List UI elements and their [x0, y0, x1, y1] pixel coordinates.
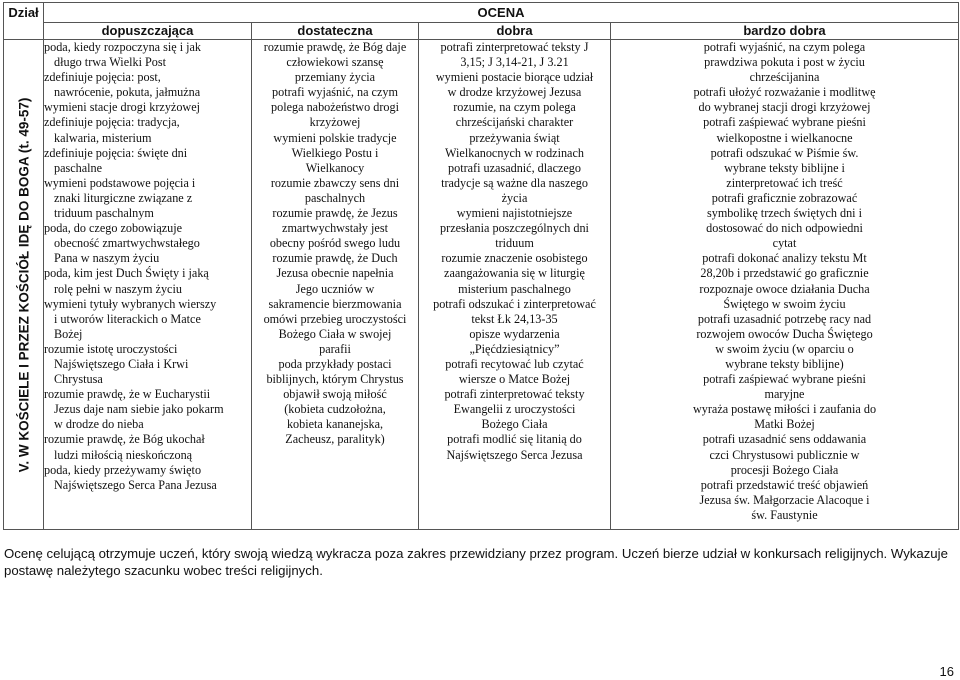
requirement-line: Bożej: [54, 326, 83, 341]
requirement-line: i utworów literackich o Matce: [54, 311, 201, 326]
requirement-line: chrześcijański charakter: [455, 115, 574, 130]
requirement-item: [613, 372, 956, 402]
section-title: V. W KOŚCIELE I PRZEZ KOŚCIÓŁ IDĘ DO BOGA (t. 49-57): [16, 97, 31, 472]
page-number: 16: [939, 664, 954, 679]
requirement-line: wiersze o Matce Bożej: [458, 372, 571, 387]
requirement-item: [613, 85, 956, 115]
requirement-item: [44, 176, 251, 221]
requirement-line: poda, kiedy rozpoczyna się i jak: [44, 40, 202, 54]
requirement-line: misterium paschalnego: [458, 281, 571, 296]
requirement-item: [613, 115, 956, 145]
requirement-line: wybrane teksty biblijne): [725, 356, 844, 371]
requirement-line: potrafi uzasadnić potrzebę racy nad: [697, 311, 872, 326]
requirement-line: zdefiniuje pojęcia: post,: [44, 70, 161, 85]
requirement-line: potrafi przedstawić treść objawień: [700, 477, 869, 492]
requirement-line: wymieni najistotniejsze: [456, 206, 573, 221]
section-cell: [4, 40, 44, 530]
requirement-item: [613, 40, 956, 85]
requirement-item: [613, 402, 956, 432]
requirement-item: [44, 146, 251, 176]
requirement-item: [613, 282, 956, 312]
requirement-line: potrafi wyjaśnić, na czym: [272, 85, 398, 100]
requirement-line: omówi przebieg uroczystości: [263, 311, 407, 326]
requirement-line: poda przykłady postaci: [278, 356, 392, 371]
requirement-line: Świętego w swoim życiu: [723, 296, 846, 311]
level-header-dobra: dobra: [419, 23, 611, 40]
requirement-item: [254, 251, 416, 311]
requirement-item: [421, 357, 608, 387]
requirement-item: [421, 432, 608, 462]
requirement-line: 28,20b i przedstawić go graficznie: [700, 266, 869, 281]
requirement-item: [44, 100, 251, 115]
requirement-line: do wybranej stacji drogi krzyżowej: [698, 100, 871, 115]
requirement-item: [421, 161, 608, 206]
requirement-item: [421, 100, 608, 160]
requirement-line: kalwaria, misterium: [54, 130, 152, 145]
requirement-item: [44, 342, 251, 387]
requirement-line: symbolikę trzech świętych dni i: [706, 206, 863, 221]
requirement-item: [421, 70, 608, 100]
requirement-line: krzyżowej: [309, 115, 361, 130]
requirement-line: cytat: [772, 236, 797, 251]
requirement-line: zdefiniuje pojęcia: święte dni: [44, 145, 188, 160]
requirement-line: Pana w naszym życiu: [54, 251, 160, 266]
requirement-line: maryjne: [764, 387, 805, 402]
requirement-line: rozumie zbawczy sens dni: [270, 175, 400, 190]
requirement-line: tradycje są ważne dla naszego: [441, 175, 588, 190]
requirement-line: paschalne: [54, 160, 103, 175]
requirement-line: triduum paschalnym: [54, 206, 154, 221]
requirement-line: zinterpretować ich treść: [726, 175, 843, 190]
requirement-line: obecny pośród swego ludu: [269, 236, 401, 251]
requirement-line: paschalnych: [304, 190, 366, 205]
requirement-line: życia: [501, 190, 528, 205]
requirement-line: w swoim życiu (w oparciu o: [715, 341, 854, 356]
requirement-line: potrafi odszukać w Piśmie św.: [710, 145, 859, 160]
requirement-line: Najświętszego Ciała i Krwi: [54, 356, 189, 371]
requirement-line: rozumie, na czym polega: [453, 100, 576, 115]
requirement-line: Wielkanocnych w rodzinach: [445, 145, 584, 160]
requirement-line: nawrócenie, pokuta, jałmużna: [54, 85, 201, 100]
requirement-line: Najświętszego Serca Pana Jezusa: [54, 477, 217, 492]
requirement-line: potrafi uzasadnić sens oddawania: [702, 432, 867, 447]
requirements-table: [3, 2, 959, 530]
requirement-line: zdefiniuje pojęcia: tradycja,: [44, 115, 180, 130]
requirement-line: potrafi ułożyć rozważanie i modlitwę: [693, 85, 876, 100]
requirement-item: [44, 463, 251, 493]
requirement-line: wymieni podstawowe pojęcia i: [44, 175, 196, 190]
requirement-line: w drodze krzyżowej Jezusa: [447, 85, 582, 100]
requirement-line: wyraża postawę miłości i zaufania do: [692, 402, 877, 417]
requirement-line: długo trwa Wielki Post: [54, 55, 167, 70]
requirement-line: Jezusa św. Małgorzacie Alacoque i: [699, 492, 870, 507]
requirement-item: [44, 297, 251, 342]
requirement-line: wymieni postacie biorące udział: [435, 70, 594, 85]
requirement-line: potrafi zinterpretować teksty: [444, 387, 585, 402]
requirement-line: rozumie istotę uroczystości: [44, 341, 178, 356]
requirement-line: rozpoznaje owoce działania Ducha: [699, 281, 870, 296]
requirement-line: rozumie prawdę, że Bóg daje: [263, 40, 407, 54]
requirement-line: dostosować do nich odpowiedni: [706, 221, 863, 236]
footer-note: Ocenę celującą otrzymuje uczeń, który swoją wiedzą wykracza poza zakres przewidziany przez program. Uczeń bierze udział w konkursach religijnych. Wykazuje postawę należytego szacunku wobec treści religijnych.: [4, 546, 948, 578]
requirement-line: rozumie prawdę, że Duch: [272, 251, 398, 266]
requirement-line: procesji Bożego Ciała: [730, 462, 839, 477]
requirement-line: przeżywania świąt: [469, 130, 560, 145]
requirement-line: Najświętszego Serca Jezusa: [446, 447, 583, 462]
requirement-item: [44, 70, 251, 100]
requirement-item: [421, 387, 608, 432]
requirement-line: potrafi zinterpretować teksty J: [440, 40, 589, 54]
column-dopuszczajaca: [44, 40, 252, 530]
requirement-line: obecność zmartwychwstałego: [54, 236, 200, 251]
requirement-line: zaangażowania się w liturgię: [444, 266, 585, 281]
level-header-bardzo-dobra: bardzo dobra: [611, 23, 959, 40]
requirement-line: wybrane teksty biblijne i: [724, 160, 845, 175]
requirement-item: [421, 251, 608, 296]
requirement-line: polega nabożeństwo drogi: [271, 100, 399, 115]
requirement-line: wielkopostne i wielkanocne: [716, 130, 853, 145]
requirement-item: [254, 85, 416, 130]
requirement-line: Wielkanocy: [305, 160, 365, 175]
requirement-item: [254, 131, 416, 176]
requirement-line: Jezusa obecnie napełnia: [276, 266, 394, 281]
requirement-line: Chrystusa: [54, 372, 103, 387]
requirement-line: Bożego Ciała: [481, 417, 548, 432]
requirement-line: czci Chrystusowi publicznie w: [709, 447, 860, 462]
requirement-line: chrześcijanina: [749, 70, 820, 85]
requirement-line: wymieni stacje drogi krzyżowej: [44, 100, 201, 115]
requirement-line: rozumie znaczenie osobistego: [441, 251, 588, 266]
column-dostateczna: [252, 40, 419, 530]
requirement-line: (kobieta cudzołożna,: [284, 402, 386, 417]
requirement-line: poda, kiedy przeżywamy święto: [44, 462, 202, 477]
requirement-line: poda, kim jest Duch Święty i jaką: [44, 266, 209, 281]
requirement-line: 3,15; J 3,14-21, J 3.21: [460, 55, 569, 70]
dzial-header: Dział: [4, 3, 44, 40]
requirement-line: kobieta kananejska,: [286, 417, 384, 432]
requirement-line: rozumie prawdę, że Jezus: [272, 206, 398, 221]
ocena-header: OCENA: [44, 3, 959, 23]
requirement-item: [44, 432, 251, 462]
requirement-line: potrafi odszukać i zinterpretować: [433, 296, 596, 311]
requirement-line: Jezus daje nam siebie jako pokarm: [54, 402, 224, 417]
requirement-item: [613, 191, 956, 251]
requirement-line: triduum: [495, 236, 534, 251]
requirement-item: [44, 266, 251, 296]
requirement-line: Wielkiego Postu i: [291, 145, 379, 160]
requirement-line: rolę pełni w naszym życiu: [54, 281, 182, 296]
requirement-item: [613, 146, 956, 191]
requirement-line: wymieni polskie tradycje: [273, 130, 397, 145]
requirement-line: opisze wydarzenia: [469, 326, 560, 341]
requirement-line: potrafi modlić się litanią do: [447, 432, 582, 447]
requirement-line: biblijnych, którym Chrystus: [266, 372, 404, 387]
requirement-item: [44, 387, 251, 432]
column-bardzo-dobra: [611, 40, 959, 530]
requirement-item: [254, 357, 416, 448]
requirement-line: Jego uczniów w: [295, 281, 375, 296]
requirement-line: potrafi dokonać analizy tekstu Mt: [702, 251, 867, 266]
requirement-line: rozwojem owoców Ducha Świętego: [696, 326, 873, 341]
requirement-item: [613, 432, 956, 477]
requirement-line: potrafi zaśpiewać wybrane pieśni: [703, 372, 866, 387]
requirement-line: objawił swoją miłość: [283, 387, 387, 402]
requirement-line: św. Faustynie: [751, 507, 818, 522]
requirement-item: [254, 206, 416, 251]
requirement-line: przemiany życia: [294, 70, 376, 85]
requirement-item: [613, 251, 956, 281]
requirement-line: wymieni tytuły wybranych wierszy: [44, 296, 217, 311]
requirement-item: [613, 312, 956, 372]
requirement-item: [254, 176, 416, 206]
requirement-item: [254, 312, 416, 357]
requirement-line: rozumie prawdę, że w Eucharystii: [44, 387, 211, 402]
column-dobra: [419, 40, 611, 530]
requirement-line: potrafi graficznie zobrazować: [711, 190, 858, 205]
requirement-line: Ewangelii z uroczystości: [453, 402, 576, 417]
requirement-line: parafii: [319, 341, 351, 356]
requirement-line: przesłania poszczególnych dni: [440, 221, 589, 236]
requirement-line: zmartwychwstały jest: [282, 221, 388, 236]
requirement-line: prawdziwa pokuta i post w życiu: [704, 55, 865, 70]
requirement-item: [421, 327, 608, 357]
requirement-line: człowiekowi szansę: [286, 55, 384, 70]
requirement-line: znaki liturgiczne związane z: [54, 190, 193, 205]
requirement-item: [421, 297, 608, 327]
requirement-item: [421, 40, 608, 70]
requirement-line: potrafi wyjaśnić, na czym polega: [703, 40, 866, 54]
requirement-line: potrafi zaśpiewać wybrane pieśni: [703, 115, 866, 130]
requirement-item: [613, 478, 956, 523]
requirement-line: poda, do czego zobowiązuje: [44, 221, 183, 236]
requirement-line: ludzi miłością nieskończoną: [54, 447, 193, 462]
requirement-line: potrafi recytować lub czytać: [445, 356, 584, 371]
requirement-item: [421, 206, 608, 251]
requirement-line: Zacheusz, paralityk): [285, 432, 385, 447]
level-header-dostateczna: dostateczna: [252, 23, 419, 40]
requirement-item: [44, 221, 251, 266]
requirement-line: Bożego Ciała w swojej: [278, 326, 392, 341]
requirement-line: w drodze do nieba: [54, 417, 144, 432]
requirement-line: sakramencie bierzmowania: [268, 296, 402, 311]
requirement-item: [44, 115, 251, 145]
requirement-line: potrafi uzasadnić, dlaczego: [448, 160, 581, 175]
requirement-line: tekst Łk 24,13-35: [471, 311, 558, 326]
requirement-item: [44, 40, 251, 70]
requirement-line: Matki Bożej: [754, 417, 815, 432]
level-header-dopuszczajaca: dopuszczająca: [44, 23, 252, 40]
requirement-line: rozumie prawdę, że Bóg ukochał: [44, 432, 205, 447]
requirement-line: „Pięćdziesiątnicy”: [469, 341, 560, 356]
requirement-item: [254, 40, 416, 85]
